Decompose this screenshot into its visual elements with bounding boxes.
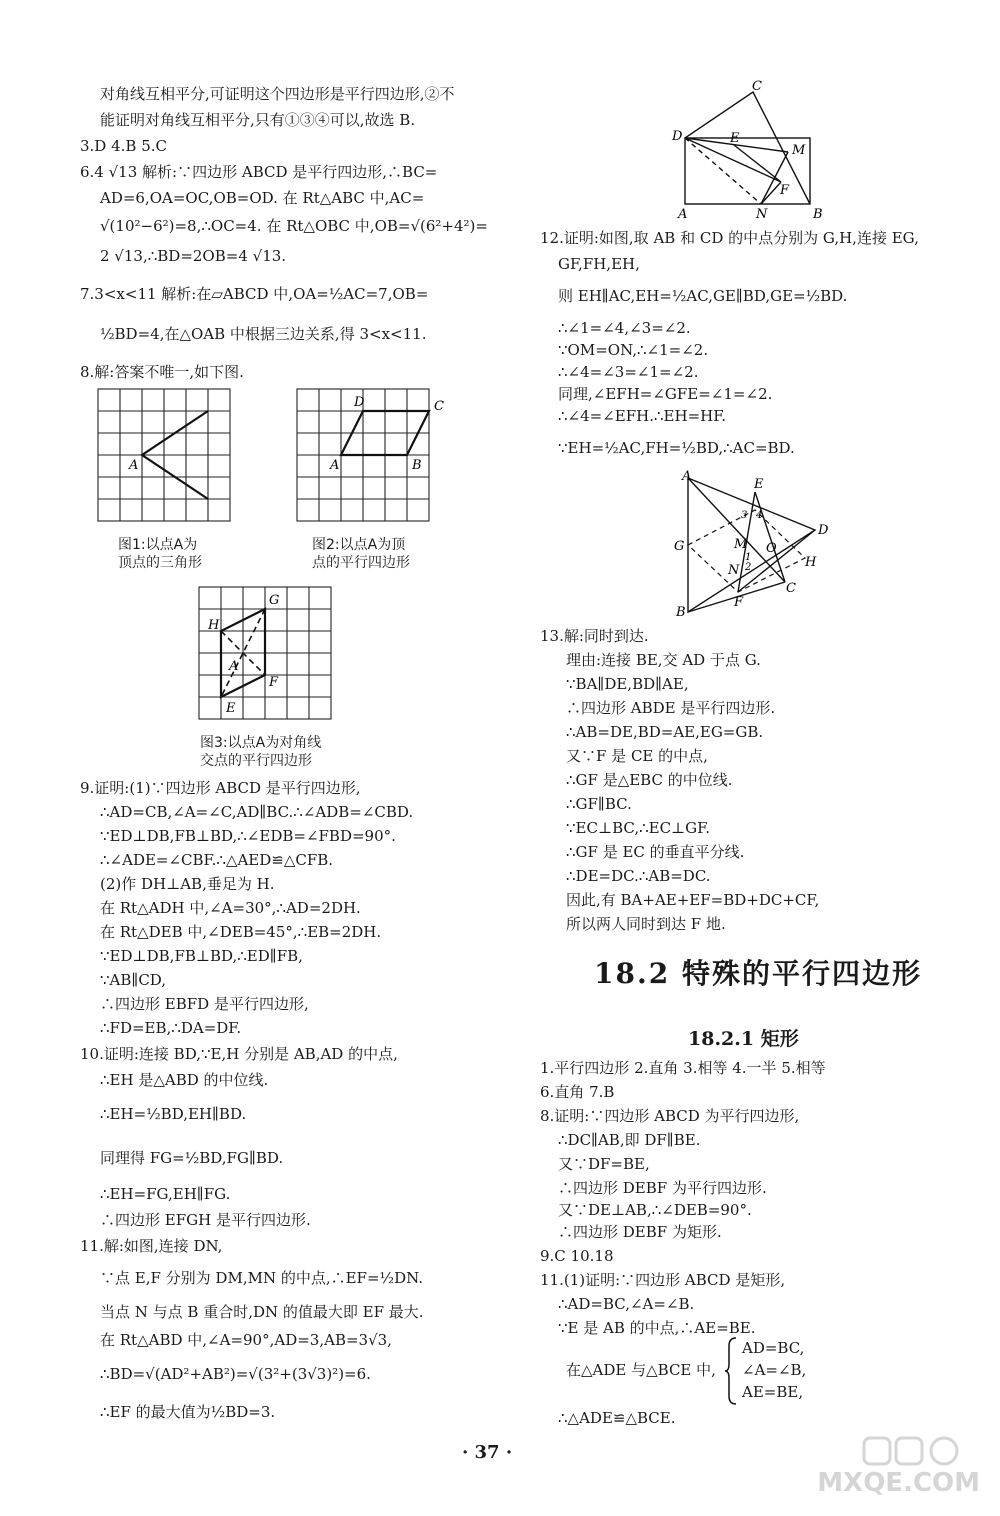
text-line: 则 EH∥AC,EH=½AC,GE∥BD,GE=½BD.: [558, 287, 848, 305]
svg-text:G: G: [674, 539, 685, 554]
svg-text:D: D: [672, 129, 683, 144]
svg-text:M: M: [792, 143, 806, 158]
text-line: ∵BA∥DE,BD∥AE,: [566, 675, 689, 693]
text-line: ∵点 E,F 分别为 DM,MN 的中点,∴EF=½DN.: [100, 1269, 424, 1287]
svg-text:C: C: [786, 581, 796, 596]
svg-text:3: 3: [741, 510, 748, 521]
text-line: AD=6,OA=OC,OB=OD. 在 Rt△ABC 中,AC=: [100, 189, 425, 207]
text-line: 11.(1)证明:∵四边形 ABCD 是矩形,: [540, 1271, 786, 1289]
svg-text:C: C: [434, 399, 444, 414]
text-line: 8.解:答案不唯一,如下图.: [80, 363, 244, 381]
text-line: ∴四边形 DEBF 为矩形.: [558, 1223, 722, 1241]
text-line: 6.4 √13 解析:∵四边形 ABCD 是平行四边形,∴BC=: [80, 163, 438, 181]
text-line: 同理得 FG=½BD,FG∥BD.: [100, 1149, 284, 1167]
figure-caption: 图1:以点A为: [118, 537, 198, 553]
svg-text:A: A: [129, 458, 139, 473]
text-line: ∵AB∥CD,: [100, 971, 167, 989]
text-line: ∴EH=½BD,EH∥BD.: [100, 1105, 247, 1123]
text-line: ½BD=4,在△OAB 中根据三边关系,得 3<x<11.: [100, 325, 427, 343]
text-line: ∵OM=ON,∴∠1=∠2.: [558, 341, 709, 359]
text-line: ∴∠1=∠4,∠3=∠2.: [558, 319, 691, 337]
text-line: 8.证明:∵四边形 ABCD 为平行四边形,: [540, 1107, 800, 1125]
svg-text:F: F: [780, 183, 790, 198]
figure-caption: 交点的平行四边形: [200, 753, 312, 769]
text-line: 又∵DE⊥AB,∴∠DEB=90°.: [558, 1201, 752, 1219]
svg-text:A: A: [682, 470, 692, 484]
figure-q12: [670, 470, 840, 620]
svg-text:A: A: [678, 207, 688, 222]
text-line: ∵E 是 AB 的中点,∴AE=BE.: [558, 1319, 756, 1337]
text-line: ∴∠4=∠EFH.∴EH=HF.: [558, 407, 727, 425]
text-line: ∴GF 是△EBC 的中位线.: [566, 771, 733, 789]
text-line: ∴四边形 ABDE 是平行四边形.: [566, 699, 776, 717]
text-line: 3.D 4.B 5.C: [80, 137, 167, 155]
text-line: 6.直角 7.B: [540, 1083, 615, 1101]
text-line: ∴GF∥BC.: [566, 795, 632, 813]
text-line: 同理,∠EFH=∠GFE=∠1=∠2.: [558, 385, 773, 403]
svg-text:H: H: [208, 618, 220, 633]
watermark-logo-icon: [860, 1434, 980, 1470]
text-line: 理由:连接 BE,交 AD 于点 G.: [566, 651, 761, 669]
text-line: 13.解:同时到达.: [540, 627, 649, 645]
svg-text:F: F: [269, 675, 279, 690]
brace-icon: [724, 1336, 738, 1406]
section-title: 18.2 特殊的平行四边形: [594, 957, 922, 990]
text-line: ∴DC∥AB,即 DF∥BE.: [558, 1131, 701, 1149]
text-line: ∴GF 是 EC 的垂直平分线.: [566, 843, 745, 861]
figure-caption: 图3:以点A为对角线: [200, 735, 322, 751]
text-line: ∴EH=FG,EH∥FG.: [100, 1185, 231, 1203]
watermark: [817, 1434, 984, 1498]
figure-caption: 点的平行四边形: [312, 555, 410, 571]
svg-text:E: E: [730, 131, 740, 146]
svg-text:1: 1: [745, 552, 752, 563]
text-line: ∴AB=DE,BD=AE,EG=GB.: [566, 723, 764, 741]
text-line: ∴四边形 DEBF 为平行四边形.: [558, 1179, 767, 1197]
svg-text:2: 2: [745, 562, 752, 573]
svg-text:E: E: [754, 477, 764, 492]
svg-text:F: F: [734, 595, 744, 610]
svg-text:O: O: [766, 541, 777, 556]
text-line: 所以两人同时到达 F 地.: [566, 915, 726, 933]
subsection-title: 18.2.1 矩形: [688, 1028, 799, 1050]
text-line: 2 √13,∴BD=2OB=4 √13.: [100, 247, 287, 265]
svg-text:A: A: [229, 659, 239, 674]
page-number: · 37 ·: [462, 1442, 513, 1463]
text-line: 1.平行四边形 2.直角 3.相等 4.一半 5.相等: [540, 1059, 826, 1077]
text-line: 12.证明:如图,取 AB 和 CD 的中点分别为 G,H,连接 EG,: [540, 229, 919, 247]
figure-caption: 图2:以点A为顶: [312, 537, 406, 553]
text-line: ∴四边形 EBFD 是平行四边形,: [100, 995, 309, 1013]
text-line: 又∵DF=BE,: [558, 1155, 650, 1173]
text-line: 能证明对角线互相平分,只有①③④可以,故选 B.: [100, 111, 416, 129]
svg-text:N: N: [756, 207, 768, 222]
svg-text:B: B: [412, 458, 422, 473]
text-line: 10.证明:连接 BD,∵E,H 分别是 AB,AD 的中点,: [80, 1045, 398, 1063]
text-line: ∴△ADE≌△BCE.: [558, 1409, 676, 1427]
svg-text:B: B: [676, 605, 686, 620]
text-line: ∴四边形 EFGH 是平行四边形.: [100, 1211, 311, 1229]
text-line: ∴AD=BC,∠A=∠B.: [558, 1295, 695, 1313]
text-line: ∴FD=EB,∴DA=DF.: [100, 1019, 242, 1037]
text-line: AD=BC,: [742, 1339, 805, 1357]
text-line: ∴EF 的最大值为½BD=3.: [100, 1403, 276, 1421]
svg-text:B: B: [813, 207, 823, 222]
text-line: ∴∠ADE=∠CBF.∴△AED≌△CFB.: [100, 851, 334, 869]
svg-text:D: D: [818, 523, 829, 538]
text-line: 在△ADE 与△BCE 中,: [566, 1361, 716, 1379]
text-line: AE=BE,: [742, 1383, 804, 1401]
text-line: 7.3<x<11 解析:在▱ABCD 中,OA=½AC=7,OB=: [80, 285, 429, 303]
svg-text:E: E: [226, 701, 236, 716]
svg-text:G: G: [269, 593, 280, 608]
text-line: 9.证明:(1)∵四边形 ABCD 是平行四边形,: [80, 779, 361, 797]
text-line: ∴BD=√(AD²+AB²)=√(3²+(3√3)²)=6.: [100, 1365, 371, 1383]
text-line: 在 Rt△DEB 中,∠DEB=45°,∴EB=2DH.: [100, 923, 382, 941]
text-line: 又∵F 是 CE 的中点,: [566, 747, 708, 765]
figure-grid-1: [95, 386, 235, 526]
text-line: 在 Rt△ABD 中,∠A=90°,AD=3,AB=3√3,: [100, 1331, 392, 1349]
text-line: ∴∠4=∠3=∠1=∠2.: [558, 363, 699, 381]
text-line: ∵ED⊥DB,FB⊥BD,∴∠EDB=∠FBD=90°.: [100, 827, 396, 845]
figure-grid-3: [196, 584, 336, 724]
text-line: ∴EH 是△ABD 的中位线.: [100, 1071, 269, 1089]
text-line: GF,FH,EH,: [558, 255, 640, 273]
figure-grid-2: [294, 386, 454, 526]
svg-text:M: M: [734, 537, 748, 552]
text-line: 11.解:如图,连接 DN,: [80, 1237, 223, 1255]
text-line: ∠A=∠B,: [742, 1361, 807, 1379]
text-line: 当点 N 与点 B 重合时,DN 的值最大即 EF 最大.: [100, 1303, 424, 1321]
svg-text:N: N: [728, 563, 740, 578]
text-line: 9.C 10.18: [540, 1247, 614, 1265]
text-line: √(10²−6²)=8,∴OC=4. 在 Rt△OBC 中,OB=√(6²+4²)=: [100, 217, 488, 235]
svg-text:4: 4: [756, 510, 763, 521]
text-line: 在 Rt△ADH 中,∠A=30°,∴AD=2DH.: [100, 899, 361, 917]
text-line: 因此,有 BA+AE+EF=BD+DC+CF,: [566, 891, 820, 909]
text-line: ∵EH=½AC,FH=½BD,∴AC=BD.: [558, 439, 795, 457]
figure-caption: 顶点的三角形: [118, 555, 202, 571]
text-line: (2)作 DH⊥AB,垂足为 H.: [100, 875, 275, 893]
svg-text:D: D: [354, 395, 365, 410]
svg-text:A: A: [330, 458, 340, 473]
svg-text:H: H: [805, 555, 817, 570]
svg-text:C: C: [752, 79, 762, 94]
text-line: 对角线互相平分,可证明这个四边形是平行四边形,②不: [100, 85, 455, 103]
text-line: ∵ED⊥DB,FB⊥BD,∴ED∥FB,: [100, 947, 303, 965]
watermark-text: MXQE.COM: [817, 1468, 980, 1498]
text-line: ∴DE=DC.∴AB=DC.: [566, 867, 711, 885]
text-line: ∵EC⊥BC,∴EC⊥GF.: [566, 819, 710, 837]
figure-q11: [668, 78, 828, 224]
text-line: ∴AD=CB,∠A=∠C,AD∥BC.∴∠ADB=∠CBD.: [100, 803, 414, 821]
